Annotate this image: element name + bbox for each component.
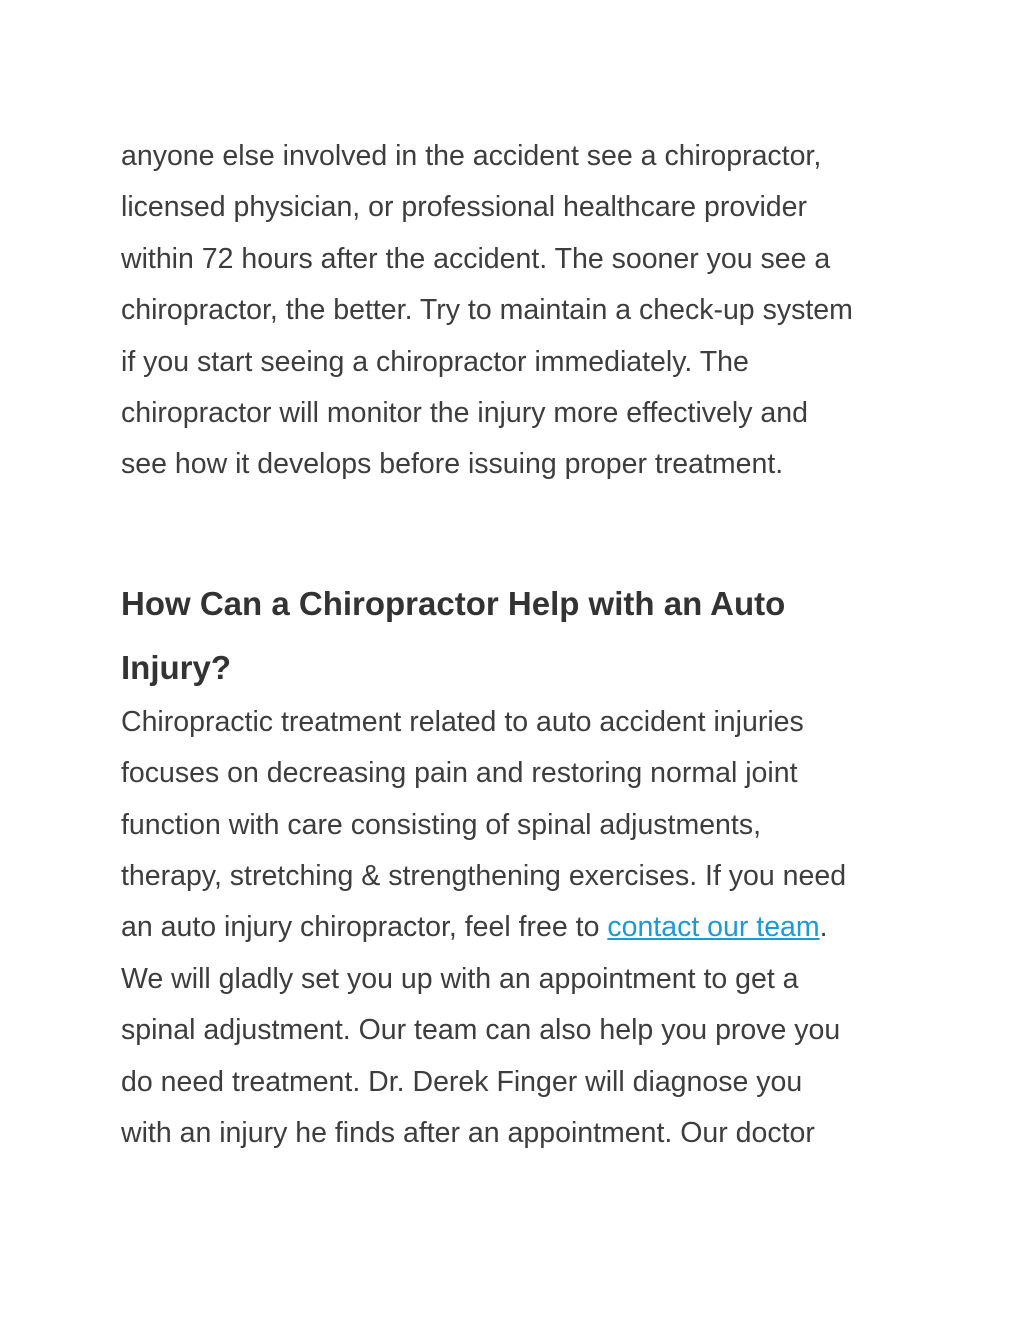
paragraph-line: function with care consisting of spinal adjustments,	[121, 809, 761, 841]
paragraph-line: do need treatment. Dr. Derek Finger will diagnose you	[121, 1066, 803, 1098]
paragraph-line-with-link	[121, 910, 828, 944]
contact-our-team-link[interactable]: contact our team	[607, 911, 820, 943]
paragraph-line: therapy, stretching & strengthening exercises. If you need	[121, 860, 847, 892]
paragraph-line: licensed physician, or professional healthcare provider	[121, 191, 807, 223]
paragraph-line: anyone else involved in the accident see a chiropractor,	[121, 140, 822, 172]
paragraph-line: with an injury he finds after an appointment. Our doctor	[121, 1117, 815, 1149]
paragraph-line: if you start seeing a chiropractor immediately. The	[121, 346, 749, 378]
paragraph-line: chiropractor, the better. Try to maintain a check-up system	[121, 294, 853, 326]
paragraph-line: spinal adjustment. Our team can also help you prove you	[121, 1014, 841, 1046]
paragraph-text: an auto injury chiropractor, feel free to	[121, 911, 608, 943]
paragraph-text: .	[819, 911, 828, 943]
paragraph-line: focuses on decreasing pain and restoring normal joint	[121, 757, 798, 789]
section-heading: Injury?	[121, 649, 232, 686]
paragraph-line: Chiropractic treatment related to auto accident injuries	[121, 706, 804, 738]
paragraph-line: We will gladly set you up with an appointment to get a	[121, 963, 799, 995]
paragraph-line: chiropractor will monitor the injury more effectively and	[121, 397, 808, 429]
paragraph-line: within 72 hours after the accident. The sooner you see a	[121, 243, 831, 275]
section-heading: How Can a Chiropractor Help with an Auto	[121, 585, 786, 622]
paragraph-line: see how it develops before issuing proper treatment.	[121, 448, 784, 480]
